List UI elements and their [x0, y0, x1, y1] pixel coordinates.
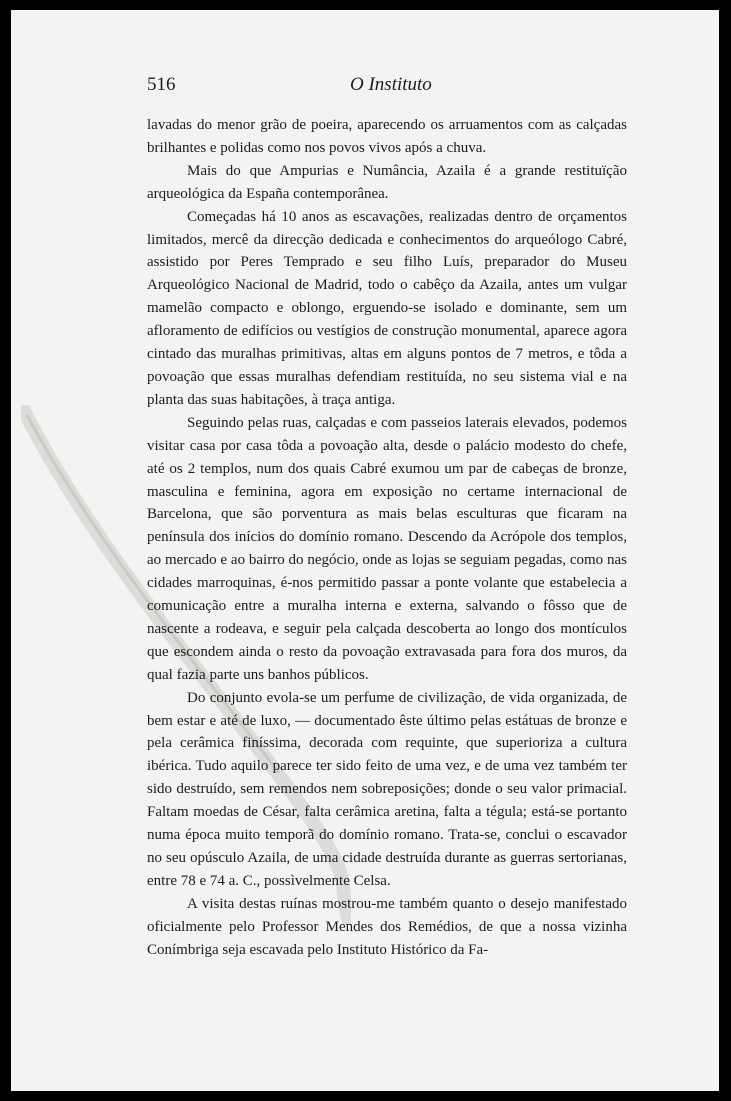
paragraph-5: Do conjunto evola-se um perfume de civilização, de vida organizada, de bem estar e até de luxo, — documentado êste último pelas estátuas de bronze e pela cerâmica finíssima, decorada com requinte, que superioriza a cultura ibérica. Tudo aquilo parece ter sido feito de uma vez, e de uma vez também ter sido destruído, sem remendos nem sobreposições; donde o seu valor primacial. Faltam moedas de César, falta cerâmica aretina, falta a tégula; está-se portanto numa época muito temporã do domínio romano. Trata-se, conclui o escavador no seu opúsculo Azaila, de uma cidade destruída durante as guerras sertorianas, entre 78 e 74 a. C., possìvelmente Celsa. — [147, 689, 627, 889]
paragraph-4: Seguindo pelas ruas, calçadas e com passeios laterais elevados, podemos visitar casa por casa tôda a povoação alta, desde o palácio modesto do chefe, até os 2 templos, num dos quais Cabré exumou um par de cabeças de bronze, masculina e feminina, agora em exposição no certame internacional de Barcelona, que são porventura as mais belas esculturas que ficaram na península dos inícios do domínio romano. Descendo da Acrópole dos templos, ao mercado e ao bairro do negócio, onde as lojas se seguiam pegadas, como nas cidades marroquinas, é-nos permitido passar a ponte volante que estabelecia a comunicação entre a muralha interna e externa, salvando o fôsso que de nascente a rodeava, e seguir pela calçada descoberta ao longo dos montículos que escondem ainda o resto da povoação extravasada para fora dos muros, da qual fazia parte uns banhos públicos. — [147, 414, 627, 683]
paragraph-2: Mais do que Ampurias e Numância, Azaila é a grande restituïção arqueológica da España contemporânea. — [147, 162, 627, 202]
paragraph-1: lavadas do menor grão de poeira, aparecendo os arruamentos com as calçadas brilhantes e polidas como nos povos vivos após a chuva. — [147, 117, 627, 156]
body-text — [147, 114, 627, 962]
paragraph-3: Começadas há 10 anos as escavações, realizadas dentro de orçamentos limitados, mercê da direcção dedicada e conhecimentos do arqueólogo Cabré, assistido por Peres Temprado e seu filho Luís, preparador do Museu Arqueológico Nacional de Madrid, todo o cabêço da Azaila, antes um vulgar mamelão compacto e oblongo, erguendo-se isolado e dominante, sem um afloramento de edifícios ou vestígios de construção monumental, aparece agora cintado das muralhas primitivas, altas em alguns pontos de 7 metros, e tôda a povoação que essas muralhas defendiam restituída, no seu sistema vial e na planta das suas habitações, à traça antiga. — [147, 208, 627, 408]
page — [11, 10, 719, 1091]
page-header — [147, 74, 627, 100]
running-title: O Instituto — [350, 74, 432, 95]
page-number: 516 — [147, 74, 176, 95]
paragraph-6: A visita destas ruínas mostrou-me também quanto o desejo manifestado oficialmente pelo Professor Mendes dos Remédios, de que a nossa vizinha Conímbriga seja escavada pelo Instituto Histórico da Fa- — [147, 895, 627, 958]
